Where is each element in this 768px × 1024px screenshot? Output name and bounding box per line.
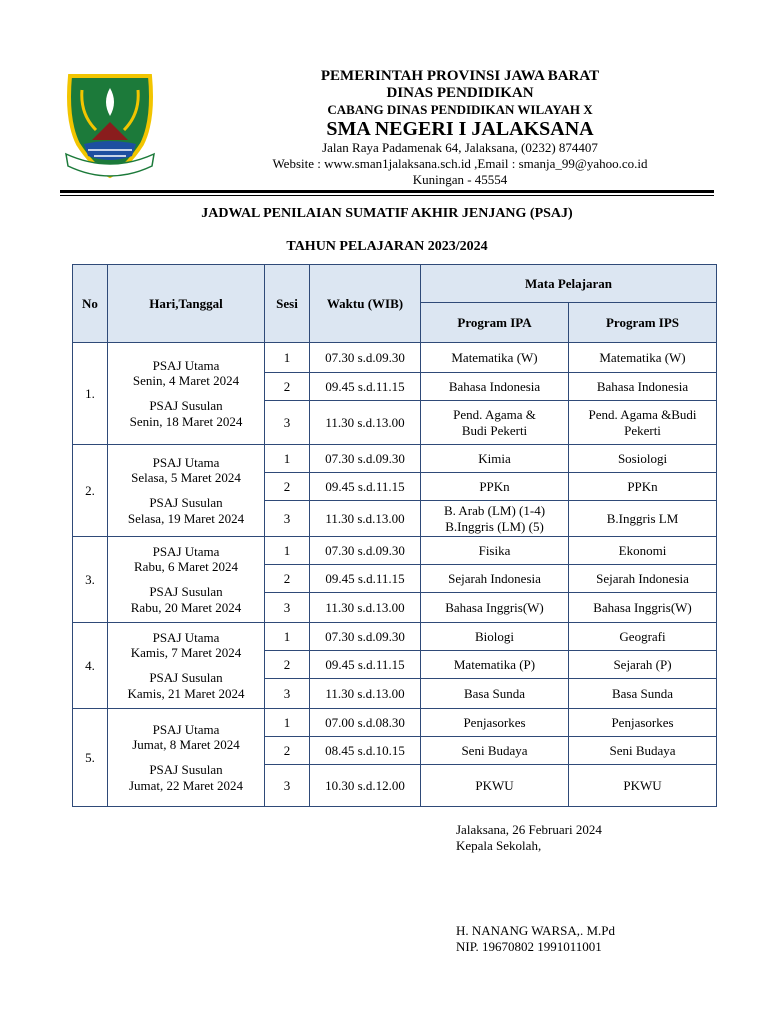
spacer <box>108 575 264 584</box>
session-time: 11.30 s.d.13.00 <box>310 401 421 445</box>
makeup-exam-label: PSAJ Susulan <box>149 670 223 685</box>
session-time: 07.30 s.d.09.30 <box>310 343 421 373</box>
session-time: 07.30 s.d.09.30 <box>310 445 421 473</box>
subject-ipa: Kimia <box>421 445 569 473</box>
schedule-row <box>73 445 717 473</box>
session-number: 1 <box>265 343 310 373</box>
day-date-cell <box>108 709 265 807</box>
main-exam-date: Senin, 4 Maret 2024 <box>132 373 240 389</box>
subject-ips: Pend. Agama &Budi Pekerti <box>569 401 717 445</box>
header-ipa: Program IPA <box>421 303 569 343</box>
signature-block <box>456 822 602 855</box>
session-time: 11.30 s.d.13.00 <box>310 593 421 623</box>
header-session: Sesi <box>265 265 310 343</box>
session-time: 11.30 s.d.13.00 <box>310 501 421 537</box>
makeup-exam-label: PSAJ Susulan <box>149 495 223 510</box>
school-address: Jalan Raya Padamenak 64, Jalaksana, (0232) 874407 <box>322 140 598 155</box>
signer-nip: NIP. 19670802 1991011001 <box>456 939 602 955</box>
main-exam-date: Selasa, 5 Maret 2024 <box>131 470 241 486</box>
subject-ipa: Bahasa Inggris(W) <box>421 593 569 623</box>
schedule-row <box>73 709 717 737</box>
main-exam-label: PSAJ Utama <box>152 454 220 470</box>
subject-ips: Basa Sunda <box>569 679 717 709</box>
school-contact: Website : www.sman1jalaksana.sch.id ,Email : smanja_99@yahoo.co.id <box>272 156 648 171</box>
subject-ipa: Fisika <box>421 537 569 565</box>
subject-ipa: Biologi <box>421 623 569 651</box>
document-title: JADWAL PENILAIAN SUMATIF AKHIR JENJANG (PSAJ) <box>201 206 573 221</box>
subject-ips: Bahasa Indonesia <box>569 373 717 401</box>
school-name: SMA NEGERI I JALAKSANA <box>326 118 594 140</box>
spacer <box>108 389 264 398</box>
letterhead-divider <box>60 190 714 193</box>
spacer <box>108 661 264 670</box>
makeup-exam-date: Kamis, 21 Maret 2024 <box>127 685 245 701</box>
session-number: 2 <box>265 373 310 401</box>
makeup-exam-date: Jumat, 22 Maret 2024 <box>128 777 244 793</box>
spacer <box>108 753 264 762</box>
header-day: Hari,Tanggal <box>108 265 265 343</box>
letterhead-divider-thin <box>60 195 714 196</box>
place-date: Jalaksana, 26 Februari 2024 <box>456 822 602 837</box>
subject-ips: Ekonomi <box>569 537 717 565</box>
subject-ipa: B. Arab (LM) (1-4) B.Inggris (LM) (5) <box>421 501 569 537</box>
province-logo <box>62 70 158 182</box>
main-exam-date: Jumat, 8 Maret 2024 <box>132 737 240 753</box>
main-exam-label: PSAJ Utama <box>152 629 220 645</box>
session-number: 2 <box>265 737 310 765</box>
makeup-exam-label: PSAJ Susulan <box>149 762 223 777</box>
session-time: 07.00 s.d.08.30 <box>310 709 421 737</box>
session-number: 3 <box>265 501 310 537</box>
signer-position: Kepala Sekolah, <box>456 838 542 854</box>
subject-ips: B.Inggris LM <box>569 501 717 537</box>
session-number: 3 <box>265 679 310 709</box>
header-no: No <box>73 265 108 343</box>
subject-ipa: Pend. Agama & Budi Pekerti <box>421 401 569 445</box>
day-number: 5. <box>73 709 108 807</box>
main-exam-date: Kamis, 7 Maret 2024 <box>130 645 242 661</box>
government-line: PEMERINTAH PROVINSI JAWA BARAT <box>320 68 600 84</box>
session-time: 11.30 s.d.13.00 <box>310 679 421 709</box>
session-time: 07.30 s.d.09.30 <box>310 623 421 651</box>
spacer <box>108 486 264 495</box>
session-number: 3 <box>265 765 310 807</box>
session-number: 1 <box>265 537 310 565</box>
subject-ips: Matematika (W) <box>569 343 717 373</box>
schedule-row <box>73 343 717 373</box>
subject-ips: Sejarah (P) <box>569 651 717 679</box>
session-time: 09.45 s.d.11.15 <box>310 651 421 679</box>
makeup-exam-date: Senin, 18 Maret 2024 <box>129 413 243 429</box>
agency-line: DINAS PENDIDIKAN <box>386 85 534 101</box>
subject-ips: Sosiologi <box>569 445 717 473</box>
day-date-cell <box>108 343 265 445</box>
makeup-exam-date: Selasa, 19 Maret 2024 <box>127 510 245 526</box>
subject-ipa: Bahasa Indonesia <box>421 373 569 401</box>
schedule-body <box>73 343 717 807</box>
subject-ips: Bahasa Inggris(W) <box>569 593 717 623</box>
session-number: 2 <box>265 651 310 679</box>
subject-ipa: Seni Budaya <box>421 737 569 765</box>
makeup-exam-date: Rabu, 20 Maret 2024 <box>130 599 242 615</box>
subject-ipa: Penjasorkes <box>421 709 569 737</box>
makeup-exam-label: PSAJ Susulan <box>149 398 223 413</box>
subject-ips: Sejarah Indonesia <box>569 565 717 593</box>
subject-ips: Seni Budaya <box>569 737 717 765</box>
main-exam-label: PSAJ Utama <box>152 543 220 559</box>
signer-block <box>456 923 615 956</box>
session-time: 10.30 s.d.12.00 <box>310 765 421 807</box>
day-date-cell <box>108 623 265 709</box>
subject-ipa: PKWU <box>421 765 569 807</box>
day-date-cell <box>108 537 265 623</box>
schedule-row <box>73 537 717 565</box>
session-number: 3 <box>265 401 310 445</box>
subject-ipa: Basa Sunda <box>421 679 569 709</box>
session-number: 1 <box>265 709 310 737</box>
subject-ipa: Sejarah Indonesia <box>421 565 569 593</box>
subject-ips: PPKn <box>569 473 717 501</box>
session-time: 07.30 s.d.09.30 <box>310 537 421 565</box>
day-date-cell <box>108 445 265 537</box>
session-time: 08.45 s.d.10.15 <box>310 737 421 765</box>
subject-ipa: PPKn <box>421 473 569 501</box>
day-number: 2. <box>73 445 108 537</box>
session-time: 09.45 s.d.11.15 <box>310 565 421 593</box>
main-exam-date: Rabu, 6 Maret 2024 <box>134 559 238 575</box>
header-time: Waktu (WIB) <box>310 265 421 343</box>
session-number: 2 <box>265 565 310 593</box>
subject-ipa: Matematika (W) <box>421 343 569 373</box>
session-number: 3 <box>265 593 310 623</box>
session-time: 09.45 s.d.11.15 <box>310 373 421 401</box>
schedule-table <box>72 264 717 807</box>
session-number: 1 <box>265 445 310 473</box>
header-subjects: Mata Pelajaran <box>421 265 717 303</box>
subject-ips: Geografi <box>569 623 717 651</box>
signer-name: H. NANANG WARSA,. M.Pd <box>456 923 616 938</box>
academic-year: TAHUN PELAJARAN 2023/2024 <box>286 239 488 254</box>
subject-ips: Penjasorkes <box>569 709 717 737</box>
session-number: 1 <box>265 623 310 651</box>
main-exam-label: PSAJ Utama <box>152 721 220 737</box>
day-number: 4. <box>73 623 108 709</box>
day-number: 3. <box>73 537 108 623</box>
session-number: 2 <box>265 473 310 501</box>
session-time: 09.45 s.d.11.15 <box>310 473 421 501</box>
schedule-row <box>73 623 717 651</box>
day-number: 1. <box>73 343 108 445</box>
main-exam-label: PSAJ Utama <box>152 357 220 373</box>
subject-ipa: Matematika (P) <box>421 651 569 679</box>
school-city: Kuningan - 45554 <box>412 172 508 187</box>
header-ips: Program IPS <box>569 303 717 343</box>
subject-ips: PKWU <box>569 765 717 807</box>
makeup-exam-label: PSAJ Susulan <box>149 584 223 599</box>
branch-line: CABANG DINAS PENDIDIKAN WILAYAH X <box>327 102 593 117</box>
